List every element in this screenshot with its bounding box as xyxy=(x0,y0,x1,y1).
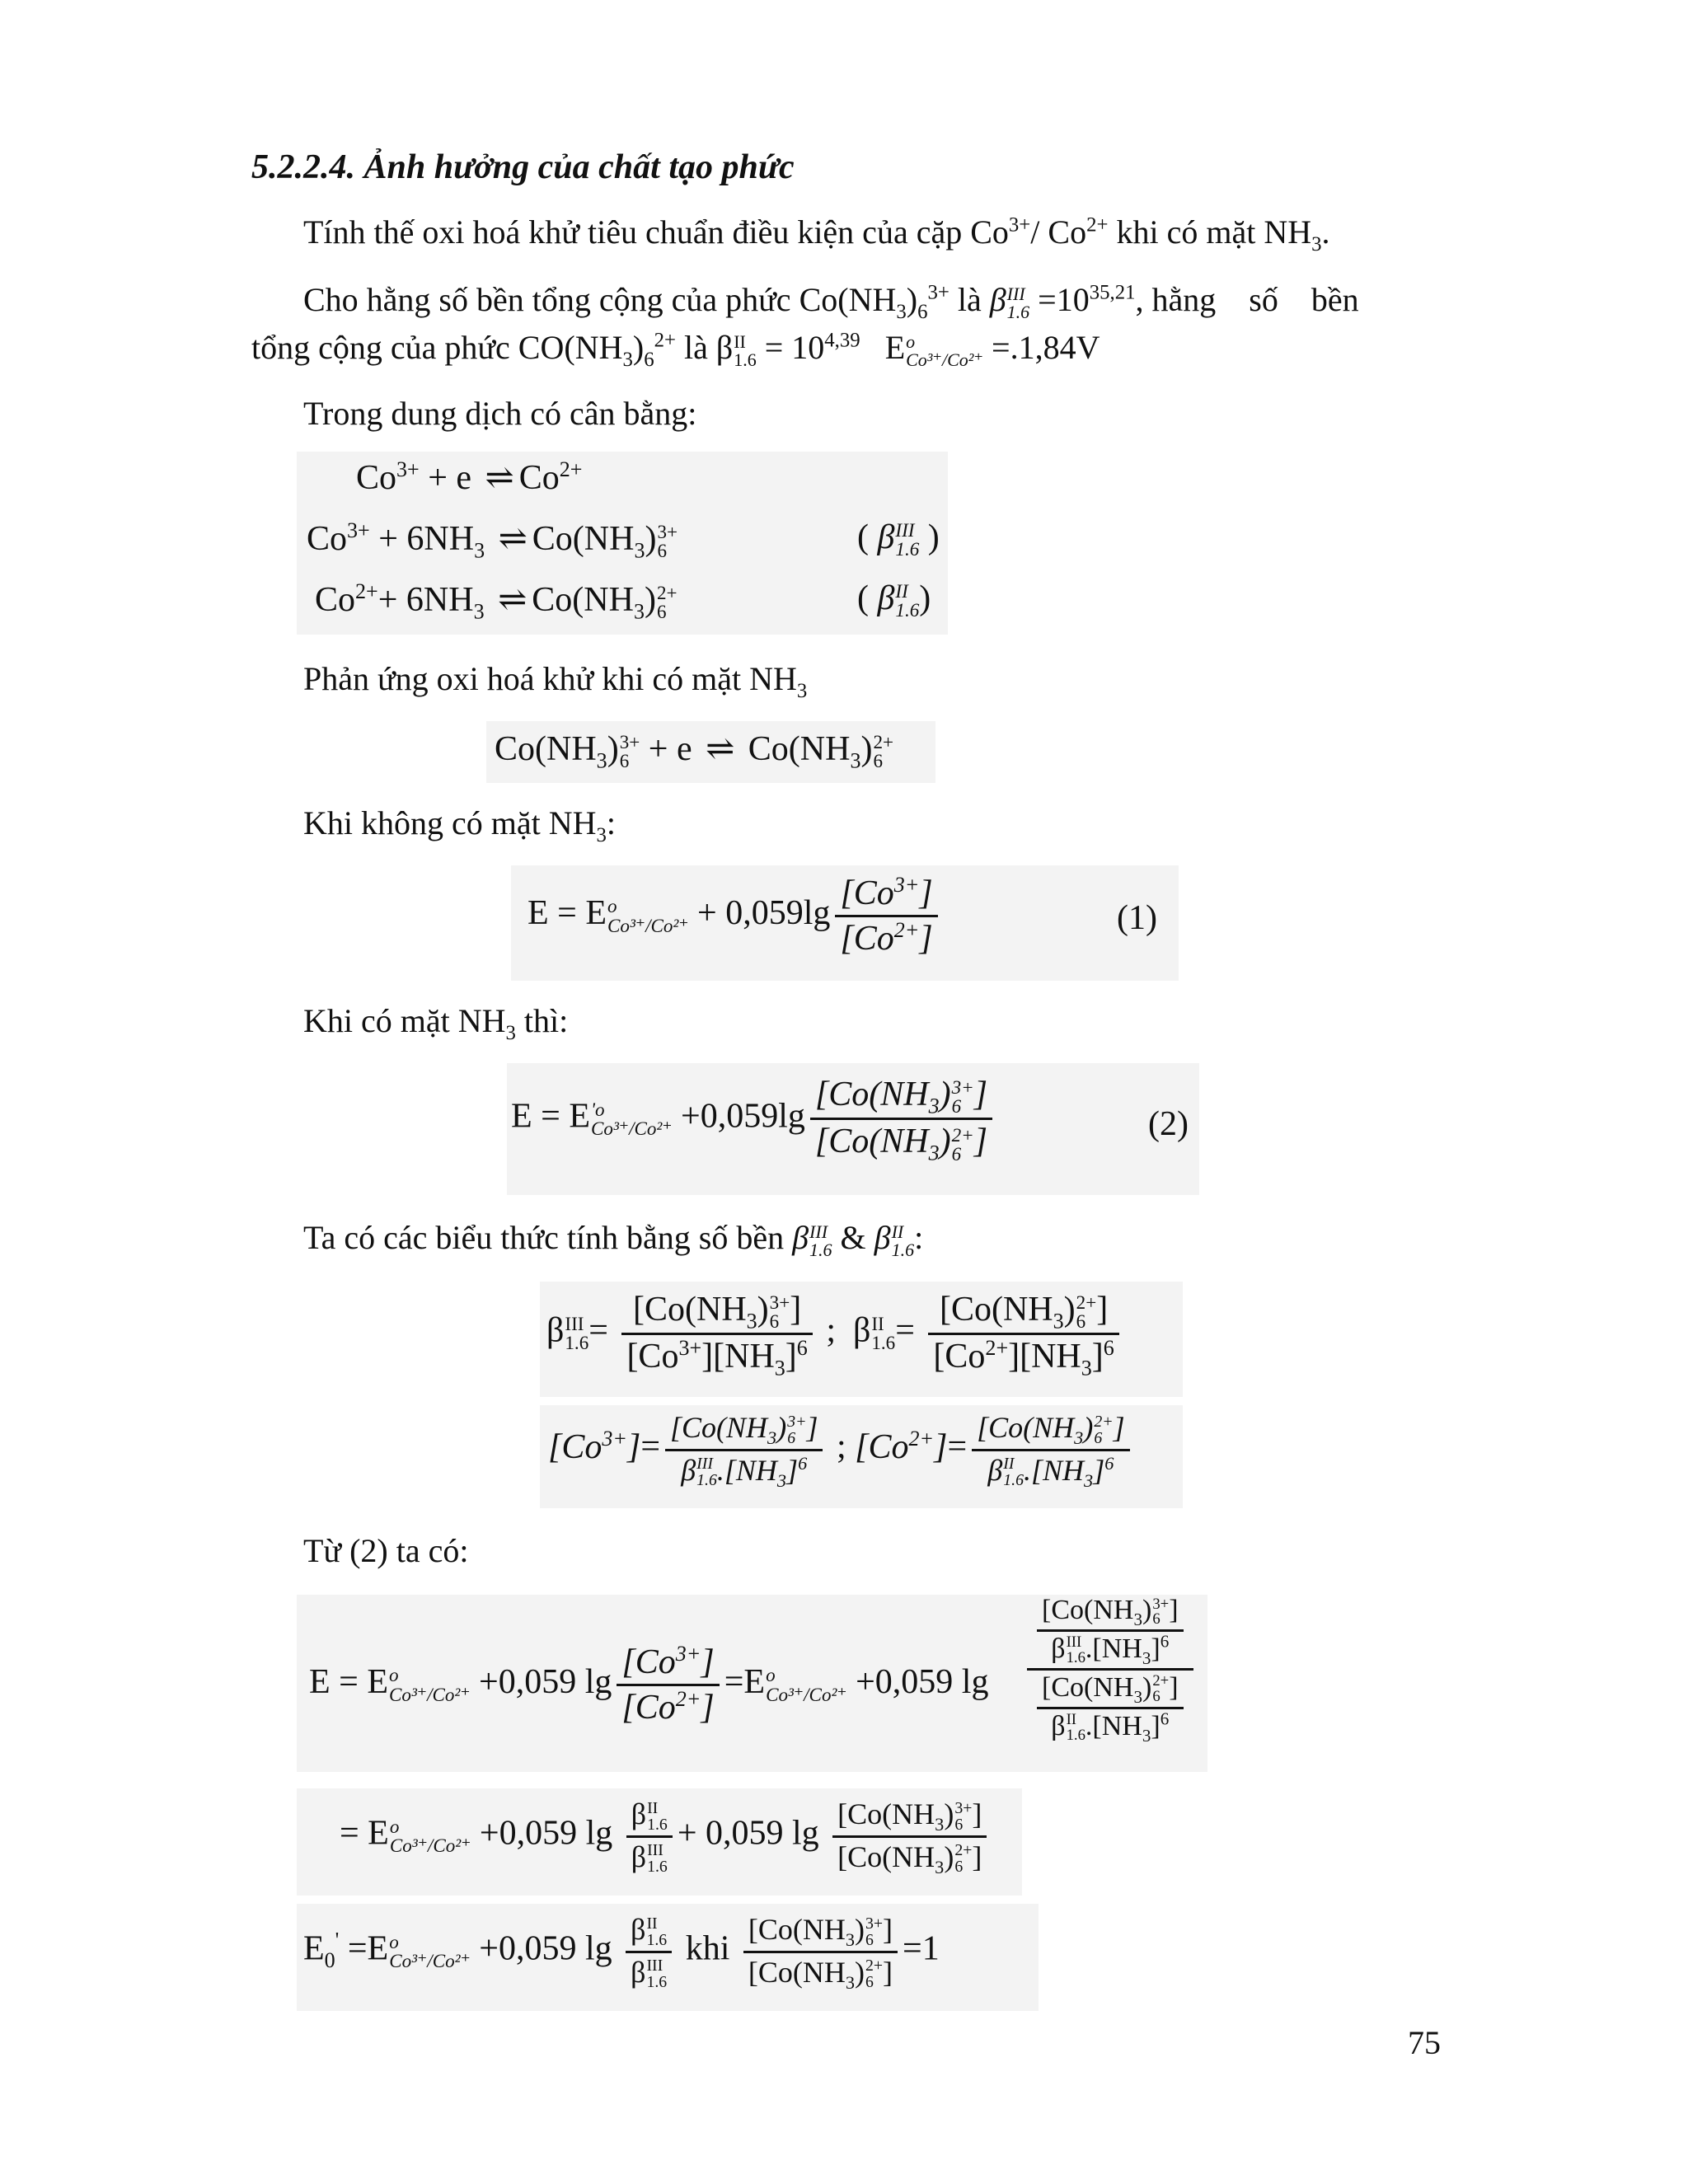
equilibrium-1: $Co^{3+} + e$ ⇌ $Co^{2+}$ xyxy=(356,457,583,497)
beta-definitions: β III 1.6 = [$Co(NH_3)$ 3+ 6 ] $[Co^{3+}][NH_3]^6$ ; β II 1.6 = [$Co(NH_3)$ 2+ 6 ] $[Co^{2+}][NH_3]^6$ xyxy=(540,1282,1183,1397)
from-2-label: Từ (2) ta có: xyxy=(303,1532,469,1569)
beta-label: Ta có các biểu thức tính bằng số bền β III 1.6 & β II 1.6 : xyxy=(303,1219,924,1260)
redox-equation: $Co(NH_3)$ 3+ 6 + e ⇌ $Co(NH_3)$ 2+ 6 xyxy=(486,721,935,783)
with-nh3-label: Khi có mặt $NH_3$ thì: xyxy=(303,1002,569,1044)
section-heading: 5.2.2.4. Ảnh hưởng của chất tạo phức xyxy=(251,148,795,186)
eq-tag-1: (1) xyxy=(1117,899,1157,937)
redox-label: Phản ứng oxi hoá khử khi có mặt $NH_3$ xyxy=(303,660,808,702)
nernst-equation-2: E = E 'o Co³⁺/Co²⁺ +0,059lg [$Co(NH_3)$ 3+ 6 ] [$Co(NH_3)$ 2+ 6 ] (2) xyxy=(507,1063,1199,1195)
intro-paragraph-1: Tính thế oxi hoá khử tiêu chuẩn điều kiện của cặp $Co^{3+}/$ $Co^{2+}$ khi có mặt $NH_3$. xyxy=(303,213,1330,255)
equilibrium-intro: Trong dung dịch có cân bằng: xyxy=(303,395,697,432)
no-nh3-label: Khi không có mặt $NH_3$: xyxy=(303,804,617,846)
nernst-equation-1: E = E o Co³⁺/Co²⁺ + 0,059lg $\frac{[Co^{3+}]}{[Co^{2+}]}$ (1) xyxy=(511,865,1179,981)
equilibrium-2: $Co^{3+} + 6NH_3$ ⇌ $Co(NH_3)$ 3+ 6 xyxy=(307,518,678,563)
page-number: 75 xyxy=(1408,2024,1441,2061)
derivation-step-3: $E_0' =E$ o Co³⁺/Co²⁺ +0,059 lg β II 1.6 β III 1.6 khi [$Co(NH_3)$ 3+ 6 ] [$Co(NH_3)$ 2+ 6 ] =1 xyxy=(297,1904,1039,2011)
equilibrium-2-tag: ( β III 1.6 ) xyxy=(857,518,940,560)
eq-tag-2: (2) xyxy=(1148,1105,1189,1143)
equilibrium-3-tag: ( β II 1.6 ) xyxy=(857,579,931,621)
derivation-step-1: E = E o Co³⁺/Co²⁺ +0,059 lg $\frac{[Co^{3+}]}{[Co^{2+}]}$ =E o Co³⁺/Co²⁺ +0,059 lg [$Co(NH_3)$ 3+ 6 ] β III 1.6 $.[NH_3]^6$ [$Co(NH_3)$ 2+ 6 ] β II 1.6 $.[NH_3]^6$ xyxy=(297,1595,1207,1772)
equilibria-block xyxy=(297,452,948,635)
intro-paragraph-2-line-1: Cho hằng số bền tổng cộng của phức $Co(NH_3)_6^{3+}$ là β III 1.6 $=10^{35,21}$, hằng số bền xyxy=(303,281,1359,323)
concentration-expressions: $[Co^{3+}]=$ [$Co(NH_3)$ 3+ 6 ] β III 1.6 $.[NH_3]^6$ ; $[Co^{2+}]=$ [$Co(NH_3)$ 2+ 6 ] β II 1.6 $.[NH_3]^6$ xyxy=(540,1405,1183,1508)
intro-paragraph-2-line-2: tổng cộng của phức $CO(NH_3)_6^{2+}$ là β II 1.6 = $10^{4,39}$ E o Co³⁺/Co²⁺ =.1,84V xyxy=(251,329,1100,371)
derivation-step-2: = E o Co³⁺/Co²⁺ +0,059 lg β II 1.6 β III 1.6 + 0,059 lg [$Co(NH_3)$ 3+ 6 ] [$Co(NH_3)$ 2+ 6 ] xyxy=(297,1788,1022,1896)
equilibrium-3: $Co^{2+}+ 6NH_3$ ⇌ $Co(NH_3)$ 2+ 6 xyxy=(315,579,678,624)
